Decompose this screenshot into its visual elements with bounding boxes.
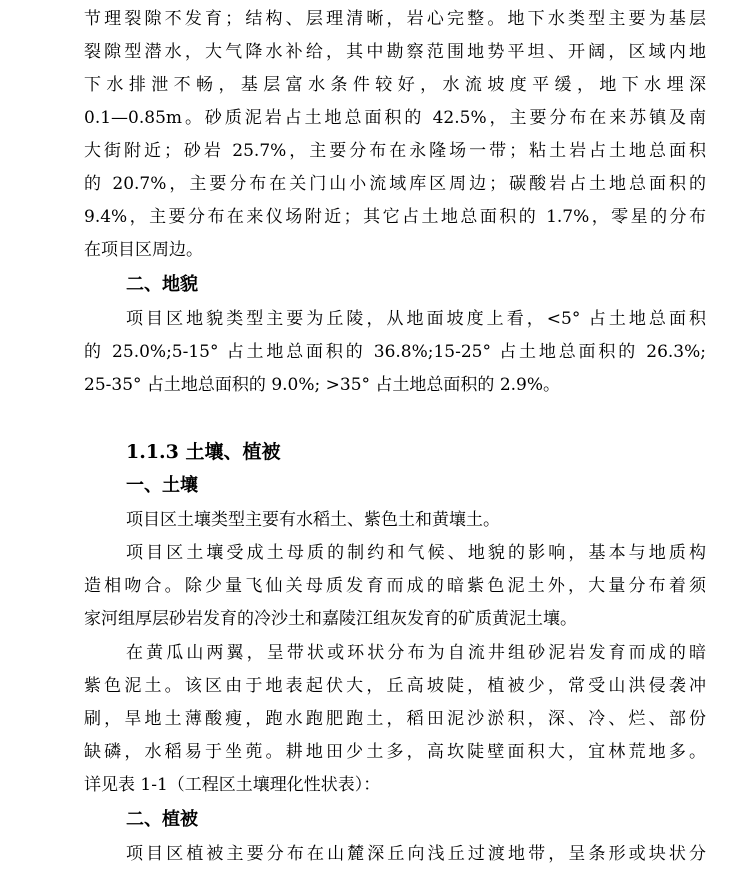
paragraph-line: 在项目区周边。 — [84, 240, 203, 260]
paragraph-line: 刷，旱地土薄酸瘦，跑水跑肥跑土，稻田泥沙淤积，深、冷、烂、部份 — [84, 709, 706, 729]
paragraph-line: 裂隙型潜水，大气降水补给，其中勘察范围地势平坦、开阔，区域内地 — [84, 42, 706, 62]
paragraph-line: 项目区土壤类型主要有水稻土、紫色土和黄壤土。 — [126, 510, 500, 530]
paragraph-line: 项目区植被主要分布在山麓深丘向浅丘过渡地带，呈条形或块状分 — [126, 844, 706, 864]
paragraph-line: 项目区土壤受成土母质的制约和气候、地貌的影响，基本与地质构 — [126, 543, 706, 563]
paragraph-line: 的 20.7%，主要分布在关门山小流域库区周边；碳酸岩占土地总面积的 — [84, 174, 706, 194]
paragraph-line: 造相吻合。除少量飞仙关母质发育而成的暗紫色泥土外，大量分布着须 — [84, 576, 706, 596]
heading-vegetation: 二、植被 — [126, 809, 198, 830]
paragraph-line: 项目区地貌类型主要为丘陵，从地面坡度上看，<5° 占土地总面积 — [126, 309, 706, 329]
paragraph-line: 详见表 1-1（工程区土壤理化性状表）： — [84, 775, 381, 795]
heading-landform: 二、地貌 — [126, 274, 198, 295]
paragraph-line: 的 25.0%;5-15° 占土地总面积的 36.8%;15-25° 占土地总面积的 26.3%; — [84, 342, 706, 362]
paragraph-line: 节理裂隙不发育；结构、层理清晰，岩心完整。地下水类型主要为基层 — [84, 9, 706, 29]
paragraph-line: 下水排泄不畅，基层富水条件较好，水流坡度平缓，地下水埋深 — [84, 75, 706, 95]
heading-soil: 一、土壤 — [126, 475, 198, 496]
paragraph-line: 缺磷，水稻易于坐蔸。耕地田少土多，高坎陡壁面积大，宜林荒地多。 — [84, 742, 706, 762]
paragraph-line: 大街附近；砂岩 25.7%，主要分布在永隆场一带；粘土岩占土地总面积 — [84, 141, 706, 161]
paragraph-line: 9.4%，主要分布在来仪场附近；其它占土地总面积的 1.7%，零星的分布 — [84, 207, 706, 227]
paragraph-line: 0.1—0.85m。砂质泥岩占土地总面积的 42.5%，主要分布在来苏镇及南 — [84, 108, 706, 128]
paragraph-line: 紫色泥土。该区由于地表起伏大，丘高坡陡，植被少，常受山洪侵袭冲 — [84, 676, 706, 696]
section-heading: 1.1.3 土壤、植被 — [126, 441, 281, 463]
paragraph-line: 家河组厚层砂岩发育的冷沙土和嘉陵江组灰发育的矿质黄泥土壤。 — [84, 609, 577, 629]
paragraph-line: 25-35° 占土地总面积的 9.0%; >35° 占土地总面积的 2.9%。 — [84, 375, 561, 395]
paragraph-line: 在黄瓜山两翼，呈带状或环状分布为自流井组砂泥岩发育而成的暗 — [126, 643, 706, 663]
